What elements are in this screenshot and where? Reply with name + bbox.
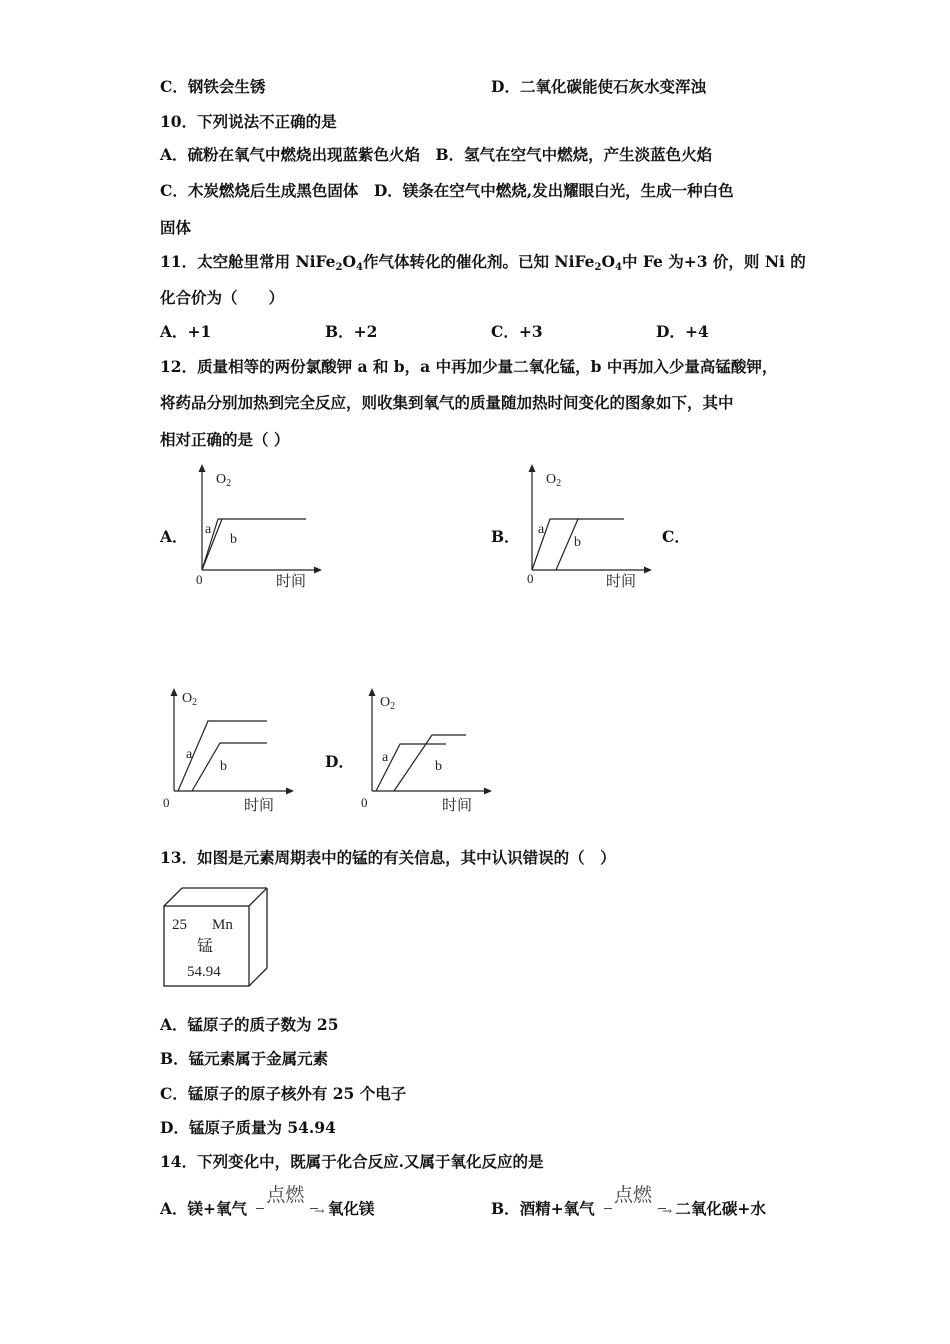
q9-option-c: C．钢铁会生锈 bbox=[160, 77, 266, 96]
q13-option-b: B．锰元素属于金属元素 bbox=[160, 1049, 329, 1068]
q12-label-c: C． bbox=[662, 527, 690, 546]
graph-b-origin: 0 bbox=[527, 571, 534, 586]
element-name: 锰 bbox=[197, 938, 214, 955]
graph-d-y-label: $O_2$ bbox=[380, 695, 396, 712]
graph-c-series-a: a bbox=[186, 747, 193, 762]
graph-d-origin: 0 bbox=[361, 795, 368, 810]
q14-option-b: B．酒精+氧气 点燃 → 二氧化碳+水 bbox=[491, 1184, 766, 1218]
reaction-arrow: 点燃 → bbox=[252, 1199, 322, 1219]
graph-c-series-b: b bbox=[220, 759, 227, 774]
q12-label-b: B． bbox=[491, 527, 520, 546]
graph-a-series-b: b bbox=[230, 532, 237, 547]
q13-stem: 13．如图是元素周期表中的锰的有关信息，其中认识错误的（ ） bbox=[160, 848, 616, 867]
q13-option-a: A．锰原子的质子数为 25 bbox=[160, 1015, 339, 1034]
q9-option-d: D．二氧化碳能使石灰水变浑浊 bbox=[491, 77, 706, 96]
graph-c-x-label: 时间 bbox=[244, 798, 275, 814]
graph-a-series-a: a bbox=[205, 522, 212, 537]
q10-options-cd: C．木炭燃烧后生成黑色固体 D．镁条在空气中燃烧,发出耀眼白光，生成一种白色 bbox=[160, 181, 734, 200]
q12-graph-c bbox=[160, 686, 300, 824]
q10-options-cd-cont: 固体 bbox=[160, 218, 192, 237]
element-symbol: Mn bbox=[212, 917, 233, 933]
q11-stem: 11．太空舱里常用 $NiFe_2O_4$作气体转化的催化剂。已知 $NiFe_2O_4$中 Fe 为+3 价，则 Ni 的 bbox=[160, 252, 806, 273]
q14-stem: 14．下列变化中，既属于化合反应.又属于氧化反应的是 bbox=[160, 1152, 544, 1171]
graph-b-series-b: b bbox=[574, 535, 581, 550]
graph-a-x-label: 时间 bbox=[276, 574, 307, 590]
element-atomic-number: 25 bbox=[172, 917, 187, 933]
q10-stem: 10．下列说法不正确的是 bbox=[160, 112, 337, 131]
q12-graph-b bbox=[518, 462, 658, 596]
q11-stem-cont: 化合价为（ ） bbox=[160, 288, 285, 307]
graph-d-series-a: a bbox=[382, 750, 389, 765]
q12-graph-a bbox=[188, 462, 328, 596]
q10-options-ab: A．硫粉在氧气中燃烧出现蓝紫色火焰 B．氢气在空气中燃烧，产生淡蓝色火焰 bbox=[160, 145, 713, 164]
element-card-manganese bbox=[160, 884, 272, 994]
q14-option-a: A．镁+氧气 点燃 → 氧化镁 bbox=[160, 1184, 375, 1218]
q12-label-d: D． bbox=[325, 752, 354, 771]
graph-c-y-label: $O_2$ bbox=[182, 691, 198, 708]
graph-b-y-label: $O_2$ bbox=[546, 472, 562, 489]
q11-option-a: A．+1 bbox=[160, 322, 212, 341]
graph-a-y-label: $O_2$ bbox=[216, 472, 232, 489]
q12-graph-d bbox=[358, 686, 498, 824]
graph-d-x-label: 时间 bbox=[442, 798, 473, 814]
element-atomic-mass: 54.94 bbox=[187, 964, 221, 980]
q11-option-c: C．+3 bbox=[491, 322, 543, 341]
q13-option-c: C．锰原子的原子核外有 25 个电子 bbox=[160, 1084, 407, 1103]
graph-a-origin: 0 bbox=[196, 572, 203, 587]
graph-d-series-b: b bbox=[435, 759, 442, 774]
graph-b-series-a: a bbox=[538, 522, 545, 537]
q12-stem: 12．质量相等的两份氯酸钾 a 和 b，a 中再加少量二氧化锰，b 中再加入少量高锰酸钾， bbox=[160, 357, 778, 376]
q12-label-a: A． bbox=[160, 527, 188, 546]
q13-option-d: D．锰原子质量为 54.94 bbox=[160, 1118, 336, 1137]
graph-c-origin: 0 bbox=[163, 795, 170, 810]
q11-option-b: B．+2 bbox=[325, 322, 378, 341]
q12-stem-2: 将药品分别加热到完全反应，则收集到氧气的质量随加热时间变化的图象如下，其中 bbox=[160, 393, 734, 412]
reaction-arrow: 点燃 → bbox=[600, 1199, 670, 1219]
q12-stem-3: 相对正确的是（ ） bbox=[160, 430, 290, 449]
q11-option-d: D．+4 bbox=[656, 322, 709, 341]
graph-b-x-label: 时间 bbox=[606, 574, 637, 590]
